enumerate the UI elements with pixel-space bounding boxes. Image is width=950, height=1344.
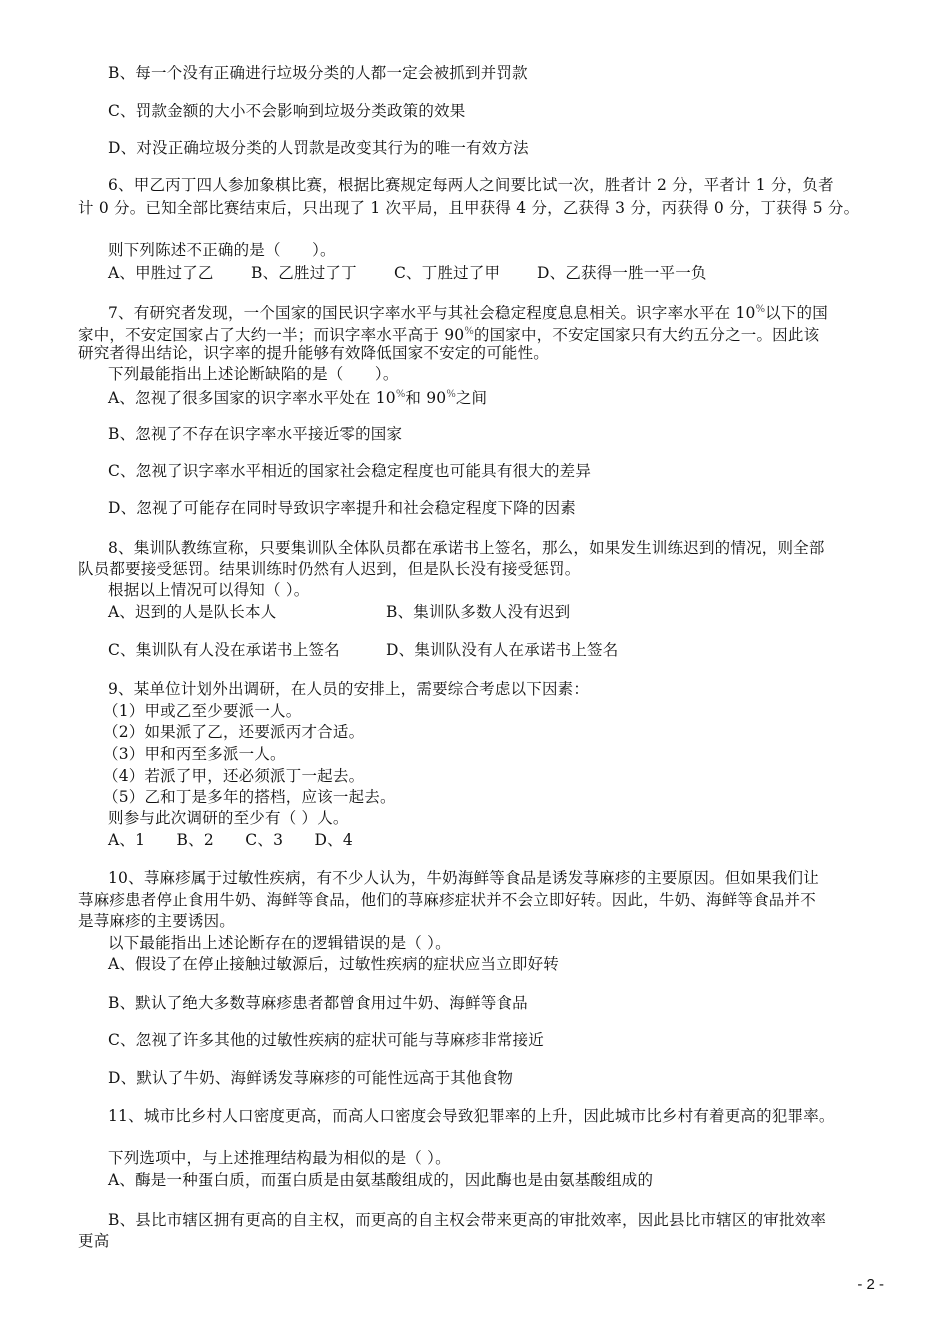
q9-condition-1: （1）甲或乙至少要派一人。 xyxy=(103,702,302,720)
q7-stem-1b: 以下的国 xyxy=(765,304,828,322)
q9-condition-2: （2）如果派了乙，还要派丙才合适。 xyxy=(103,723,365,741)
q8-option-a: A、迟到的人是队长本人 xyxy=(108,603,277,621)
q7-stem-2a: 家中，不安定国家占了大约一半；而识字率水平高于 90 xyxy=(78,326,465,344)
q8-question: 根据以上情况可以得知（ ）。 xyxy=(108,581,310,599)
q8-option-d: D、集训队没有人在承诺书上签名 xyxy=(386,641,619,659)
q9-stem: 9、某单位计划外出调研，在人员的安排上，需要综合考虑以下因素： xyxy=(108,680,590,698)
percent-sign: % xyxy=(446,389,456,400)
q6-question: 则下列陈述不正确的是（ ）。 xyxy=(108,241,336,259)
q6-option-b: B、乙胜过了丁 xyxy=(251,264,357,282)
q7-option-d: D、忽视了可能存在同时导致识字率提升和社会稳定程度下降的因素 xyxy=(108,499,576,517)
q8-stem-line-1: 8、集训队教练宣称，只要集训队全体队员都在承诺书上签名，那么，如果发生训练迟到的情况，则全部 xyxy=(108,539,825,557)
q6-option-c: C、丁胜过了甲 xyxy=(394,264,501,282)
q9-question: 则参与此次调研的至少有（ ）人。 xyxy=(108,809,349,827)
q7-stem-1a: 7、有研究者发现，一个国家的国民识字率水平与其社会稳定程度息息相关。识字率水平在 10 xyxy=(108,304,756,322)
q6-stem-line-1: 6、甲乙丙丁四人参加象棋比赛，根据比赛规定每两人之间要比试一次，胜者计 2 分，平者计 1 分，负者 xyxy=(108,176,834,194)
q6-stem-line-2: 计 0 分。已知全部比赛结束后，只出现了 1 次平局，且甲获得 4 分，乙获得 3 分，丙获得 0 分，丁获得 5 分。 xyxy=(78,199,860,217)
q7-stem-2b: 的国家中，不安定国家只有大约五分之一。因此该 xyxy=(473,326,820,344)
q11-stem: 11、城市比乡村人口密度更高，而高人口密度会导致犯罪率的上升，因此城市比乡村有着更高的犯罪率。 xyxy=(108,1107,835,1125)
q11-option-a: A、酶是一种蛋白质，而蛋白质是由氨基酸组成的，因此酶也是由氨基酸组成的 xyxy=(108,1171,654,1189)
q7-option-c: C、忽视了识字率水平相近的国家社会稳定程度也可能具有很大的差异 xyxy=(108,462,592,480)
q10-option-b: B、默认了绝大多数荨麻疹患者都曾食用过牛奶、海鲜等食品 xyxy=(108,994,528,1012)
page-number: - 2 - xyxy=(857,1276,884,1293)
percent-sign: % xyxy=(395,389,406,400)
q10-option-d: D、默认了牛奶、海鲜诱发荨麻疹的可能性远高于其他食物 xyxy=(108,1069,514,1087)
percent-sign: % xyxy=(755,304,766,315)
q8-option-b: B、集训队多数人没有迟到 xyxy=(386,603,571,621)
q10-stem-line-2: 荨麻疹患者停止食用牛奶、海鲜等食品，他们的荨麻疹症状并不会立即好转。因此，牛奶、海鲜等食品并不 xyxy=(78,891,816,909)
q5-option-b: B、每一个没有正确进行垃圾分类的人都一定会被抓到并罚款 xyxy=(108,64,528,82)
q7-stem-line-2 xyxy=(78,322,819,345)
q10-option-a: A、假设了在停止接触过敏源后，过敏性疾病的症状应当立即好转 xyxy=(108,955,559,973)
q7-option-a xyxy=(108,385,487,408)
q10-question: 以下最能指出上述论断存在的逻辑错误的是（ ）。 xyxy=(108,934,451,952)
q5-option-c: C、罚款金额的大小不会影响到垃圾分类政策的效果 xyxy=(108,102,466,120)
q7-option-a-2: 和 90 xyxy=(405,389,447,407)
percent-sign: % xyxy=(464,326,474,337)
q7-stem-line-1 xyxy=(108,300,828,323)
q10-stem-line-1: 10、荨麻疹属于过敏性疾病，有不少人认为，牛奶海鲜等食品是诱发荨麻疹的主要原因。但如果我们让 xyxy=(108,869,819,887)
q11-option-b-line-1: B、县比市辖区拥有更高的自主权，而更高的自主权会带来更高的审批效率，因此县比市辖区的审批效率 xyxy=(108,1211,827,1229)
q9-condition-3: （3）甲和丙至多派一人。 xyxy=(103,745,286,763)
q6-option-d: D、乙获得一胜一平一负 xyxy=(537,264,707,282)
q8-stem-line-2: 队员都要接受惩罚。结果训练时仍然有人迟到，但是队长没有接受惩罚。 xyxy=(78,560,581,578)
q10-option-c: C、忽视了许多其他的过敏性疾病的症状可能与荨麻疹非常接近 xyxy=(108,1031,544,1049)
q5-option-d: D、对没正确垃圾分类的人罚款是改变其行为的唯一有效方法 xyxy=(108,139,529,157)
q6-option-a: A、甲胜过了乙 xyxy=(108,264,214,282)
q9-options: A、1 B、2 C、3 D、4 xyxy=(108,831,353,849)
q8-option-c: C、集训队有人没在承诺书上签名 xyxy=(108,641,340,659)
q9-condition-4: （4）若派了甲，还必须派丁一起去。 xyxy=(103,767,365,785)
q9-condition-5: （5）乙和丁是多年的搭档，应该一起去。 xyxy=(103,788,396,806)
q7-option-b: B、忽视了不存在识字率水平接近零的国家 xyxy=(108,425,403,443)
q11-option-b-line-2: 更高 xyxy=(78,1232,110,1250)
q7-option-a-1: A、忽视了很多国家的识字率水平处在 10 xyxy=(108,389,396,407)
q7-option-a-3: 之间 xyxy=(455,389,488,407)
q11-question: 下列选项中，与上述推理结构最为相似的是（ ）。 xyxy=(108,1149,451,1167)
q7-stem-line-3: 研究者得出结论，识字率的提升能够有效降低国家不安定的可能性。 xyxy=(78,344,550,362)
q10-stem-line-3: 是荨麻疹的主要诱因。 xyxy=(78,912,236,930)
q7-question: 下列最能指出上述论断缺陷的是（ ）。 xyxy=(108,365,399,383)
